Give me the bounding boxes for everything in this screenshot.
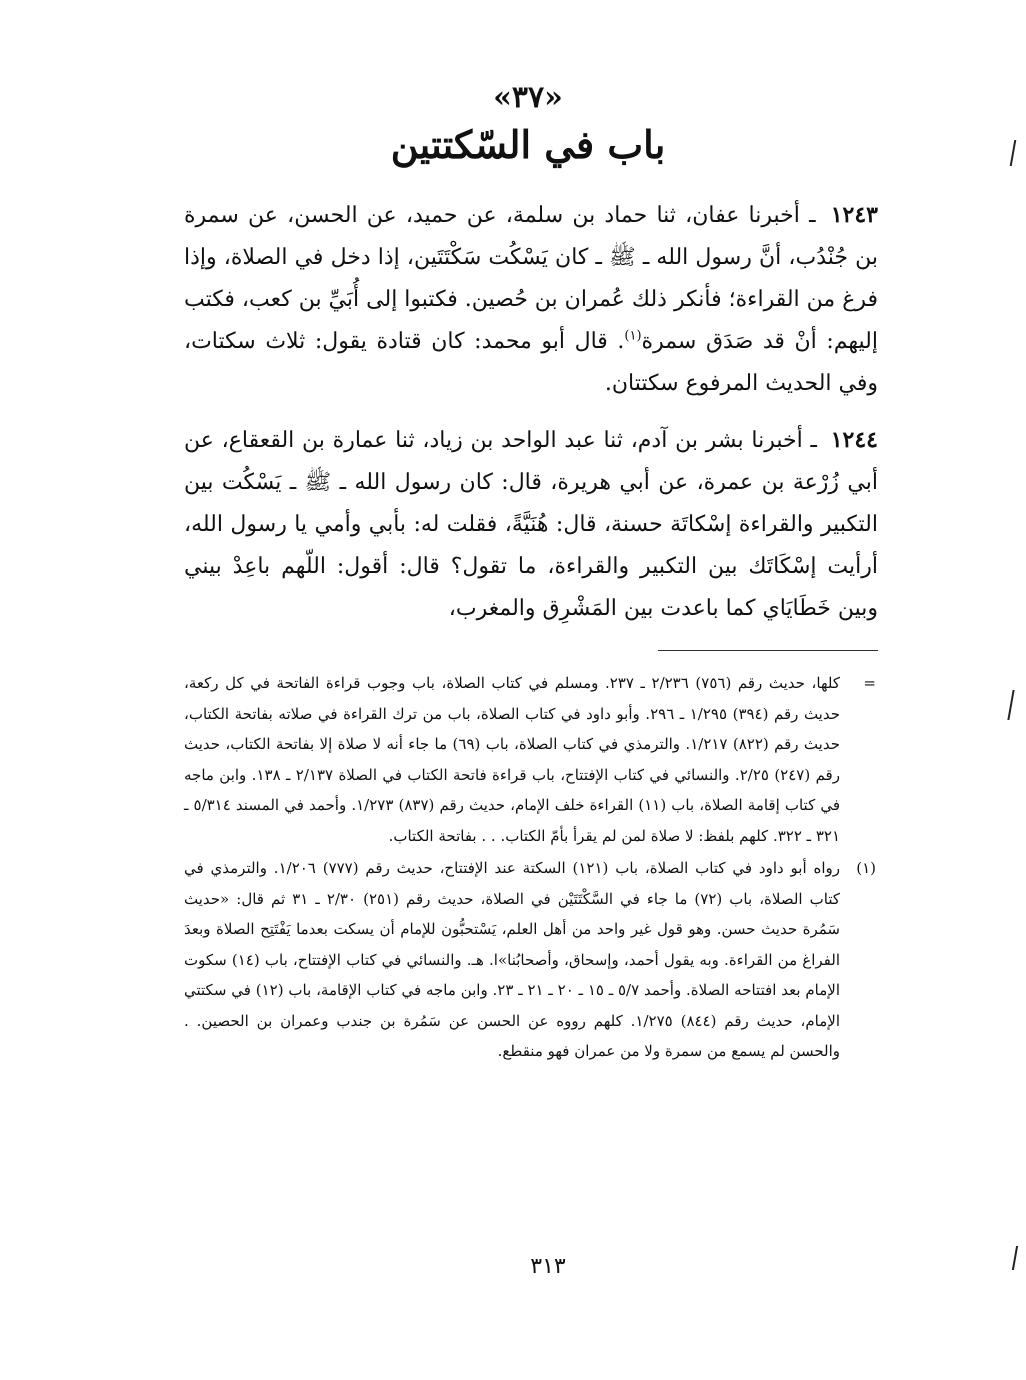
scan-artifact-mark [1007,690,1024,720]
hadith-text-after-marker: . قال أبو محمد: كان قتادة يقول: ثلاث سكتات، وفي الحديث المرفوع سكتتان. [184,329,878,396]
main-text [184,194,878,644]
footnotes [184,668,876,1069]
hadith-1243 [184,194,878,405]
chapter-number: «٣٧» [493,80,563,115]
hadith-text: ـ أخبرنا عفان، ثنا حماد بن سلمة، عن حميد، عن الحسن، عن سمرة بن جُنْدُب، أنَّ رسول الله ـ ﷺ ـ كان يَسْكُت سَكْتَتَين، إذا دخل في الصلاة، وإذا فرغ من القراءة؛ فأنكر ذلك عُمران بن حُصين. فكتبوا إلى أُبَيِّ بن كعب، فكتب إليهم: أنْ قد صَدَق سمرة [184,203,878,354]
page-number: ٣١٣ [530,1254,566,1279]
hadith-number: ١٢٤٤ [830,427,878,453]
footnote-1 [184,853,876,1067]
chapter-title: باب في السّكتتين [390,122,666,167]
hadith-text: ـ أخبرنا بشر بن آدم، ثنا عبد الواحد بن زياد، ثنا عمارة بن القعقاع، عن أبي زُرْعة بن عمرة، عن أبي هريرة، قال: كان رسول الله ـ ﷺ ـ يَسْكُت بين التكبير والقراءة إسْكاتَة حسنة، قال: هُنَيَّةً، فقلت له: بأبي وأمي يا رسول الله، أرأيت إسْكَاتَك بين التكبير والقراءة، ما تقول؟ قال: أقول: اللّهم باعِدْ بيني وبين خَطَايَاي كما باعدت بين المَشْرِق والمغرب، [184,428,878,621]
footnote-separator [658,650,878,651]
footnote-marker: (١) [624,328,642,344]
hadith-1244 [184,419,878,630]
footnote-label: = [863,674,876,692]
footnote-label: (١) [856,859,876,877]
hadith-number: ١٢٤٣ [830,202,878,228]
footnote-continuation [184,668,876,851]
footnote-text: كلها، حديث رقم (٧٥٦) ٢/٢٣٦ ـ ٢٣٧. ومسلم في كتاب الصلاة، باب وجوب قراءة الفاتحة في كل ركعة، حديث رقم (٣٩٤) ١/٢٩٥ ـ ٢٩٦. وأبو داود في كتاب الصلاة، باب من ترك القراءة في صلاته بفاتحة الكتاب، حديث رقم (٨٢٢) ١/٢١٧. والترمذي في كتاب الصلاة، باب (٦٩) ما جاء أنه لا صلاة إلا بفاتحة الكتاب، حديث رقم (٢٤٧) ٢/٢٥. والنسائي في كتاب الإفتتاح، باب قراءة فاتحة الكتاب في الصلاة ٢/١٣٧ ـ ١٣٨. وابن ماجه في كتاب إقامة الصلاة، باب (١١) القراءة خلف الإمام، حديث رقم (٨٣٧) ١/٢٧٣. وأحمد في المسند ٥/٣١٤ ـ ٣٢١ ـ ٣٢٢. كلهم بلفظ: لا صلاة لمن لم يقرأ بأمّ الكتاب. . . بفاتحة الكتاب. [184,674,841,845]
scan-artifact-mark [1012,1246,1026,1270]
footnote-text: رواه أبو داود في كتاب الصلاة، باب (١٢١) السكتة عند الإفتتاح، حديث رقم (٧٧٧) ١/٢٠٦. والترمذي في كتاب الصلاة، باب (٧٢) ما جاء في السَّكْتَتَيْن في الصلاة، حديث رقم (٢٥١) ٢/٣٠ ـ ٣١ ثم قال: «حديث سَمُرة حديث حسن. وهو قول غير واحد من أهل العلم، يَسْتحبُّون للإمام أن يسكت بعدما يَفْتَتِح الصلاة وبعدَ الفراغ من القراءة. وبه يقول أحمد، وإسحاق، وأصحابُنا»ا. هـ. والنسائي في كتاب الإفتتاح، باب (١٤) سكوت الإمام بعد افتتاحه الصلاة. وأحمد ٥/٧ ـ ١٥ ـ ٢٠ ـ ٢١ ـ ٢٣. وابن ماجه في كتاب الإقامة، باب (١٢) في سكتتي الإمام، حديث رقم (٨٤٤) ١/٢٧٥. كلهم رووه عن الحسن عن سَمُرة بن جندب وعمران بن الحصين. . والحسن لم يسمع من سمرة ولا من عمران فهو منقطع. [184,859,840,1060]
